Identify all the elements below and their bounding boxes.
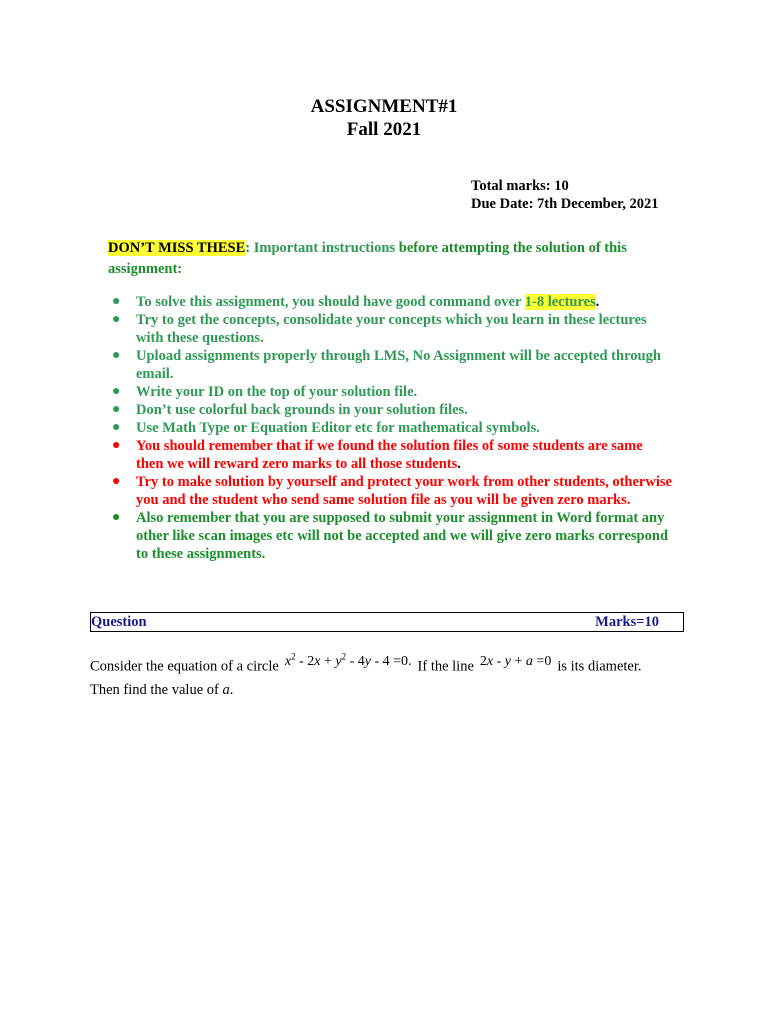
list-item: ● Try to get the concepts, consolidate your concepts which you learn in these lectures with these questions. <box>112 312 647 346</box>
total-marks: Total marks: 10 <box>471 178 569 194</box>
list-item: ● Also remember that you are supposed to submit your assignment in Word format any other like scan images etc will not be accepted and we will give zero marks correspond to these assignments. <box>112 510 669 562</box>
bullet-icon: ● <box>112 312 121 327</box>
instruction-list <box>108 293 673 563</box>
list-item: ● To solve this assignment, you should have good command over 1-8 lectures. <box>112 294 600 310</box>
list-item: ● Try to make solution by yourself and protect your work from other students, otherwise you and the student who send same solution file as you will be given zero marks. <box>112 474 672 508</box>
question-marks: Marks=10 <box>595 614 659 630</box>
list-item: ● Upload assignments properly through LMS, No Assignment will be accepted through email. <box>112 348 661 382</box>
problem-statement <box>90 651 650 701</box>
bullet-icon: ● <box>112 438 121 453</box>
due-date: Due Date: 7th December, 2021 <box>471 196 659 212</box>
assignment-title: ASSIGNMENT#1 <box>310 96 458 117</box>
list-item: ● Don’t use colorful back grounds in your solution files. <box>112 402 468 418</box>
question-label: Question <box>91 614 147 630</box>
problem-end: . <box>229 681 234 698</box>
bullet-icon: ● <box>112 384 121 399</box>
circle-equation: $x^2 - 2x + y^2 - 4y - 4 =0$. <box>284 651 412 669</box>
dont-miss-highlight: DON’T MISS THESE <box>108 240 246 256</box>
important-instructions: Important instructions <box>253 240 396 256</box>
intro-colon: : <box>245 240 254 256</box>
list-item: ● Write your ID on the top of your solution file. <box>112 384 418 400</box>
semester-title: Fall 2021 <box>346 119 422 140</box>
lectures-highlight: 1-8 lectures <box>524 294 596 310</box>
problem-text-2: If the line <box>417 658 474 675</box>
bullet-icon: ● <box>112 510 121 525</box>
problem-text-1: Consider the equation of a circle <box>90 658 279 675</box>
problem-text-3: is its diameter. Then find the value of <box>90 658 642 698</box>
variable-a: a <box>222 681 230 698</box>
list-item: ● You should remember that if we found the solution files of some students are same then we will reward zero marks to all those students. <box>112 438 643 472</box>
intro-rest: before attempting the solution of this assignment: <box>108 240 627 277</box>
list-item: ● Use Math Type or Equation Editor etc for mathematical symbols. <box>112 420 540 436</box>
instructions-intro <box>108 238 668 280</box>
bullet-icon: ● <box>112 294 121 309</box>
bullet-icon: ● <box>112 348 121 363</box>
bullet-icon: ● <box>112 474 121 489</box>
line-equation: 2x - y + a =0 <box>479 653 552 669</box>
question-header <box>90 612 684 632</box>
bullet-icon: ● <box>112 402 121 417</box>
bullet-icon: ● <box>112 420 121 435</box>
